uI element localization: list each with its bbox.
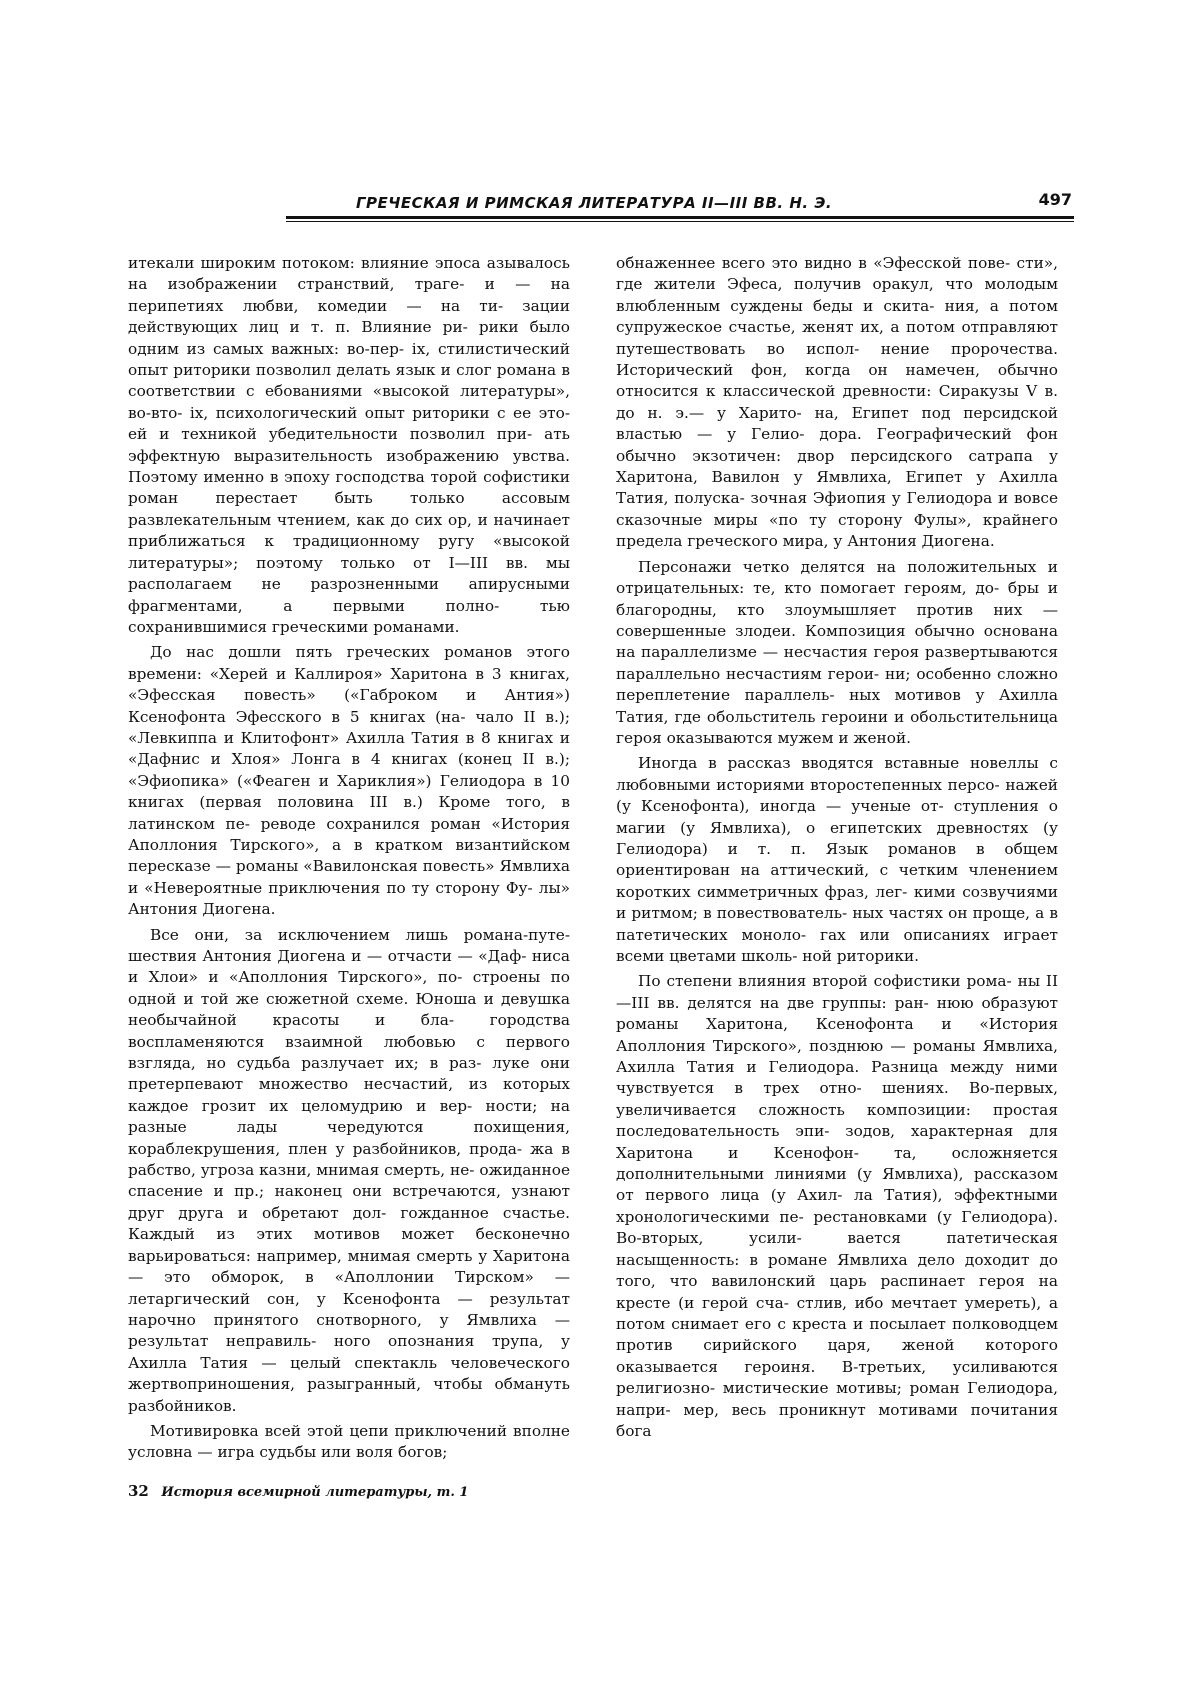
left-column: [128, 253, 570, 1468]
header-rule: [286, 216, 1074, 222]
paragraph: Персонажи четко делятся на положительных и отрицательных: те, кто помогает героям, до- бры и благородны, кто злоумышляет против них — совершенные злодеи. Композиция обычно основана на параллелизме — несчастия героя развертываются параллельно несчастиям герои- ни; особенно сложно переплетение параллель- ных мотивов у Ахилла Татия, где обольститель героини и обольстительница героя оказываются мужем и женой.: [616, 557, 1058, 747]
paragraph: Мотивировка всей этой цепи приключений вполне условна — игра судьбы или воля богов;: [128, 1421, 570, 1462]
book-title: История всемирной литературы, т. 1: [161, 1485, 469, 1500]
right-column: [616, 253, 1058, 1446]
running-title: ГРЕЧЕСКАЯ И РИМСКАЯ ЛИТЕРАТУРА II—III ВВ. Н. Э.: [356, 194, 833, 212]
signature-mark: 32: [128, 1482, 149, 1500]
paragraph: итекали широким потоком: влияние эпоса азывалось на изображении странствий, траге- и — на перипетиях любви, комедии — на ти- зации действующих лиц и т. п. Влияние ри- рики было одним из самых важных: во-пер- іх, стилистический опыт риторики позволил делать язык и слог романа в соответствии с ебованиями «высокой литературы», во-вто- іх, психологический опыт риторики с ее это- ей и техникой убедительности позволил при- ать эффектную выразительность изображению увства. Поэтому именно в эпоху господства торой софистики роман перестает быть только ассовым развлекательным чтением, как до сих ор, и начинает приближаться к традиционному ругу «высокой литературы»; поэтому только от I—III вв. мы располагаем не разрозненными апирусными фрагментами, а первыми полно- тью сохранившимися греческими романами.: [128, 254, 570, 636]
paragraph: Иногда в рассказ вводятся вставные новеллы с любовными историями второстепенных персо- нажей (у Ксенофонта), иногда — ученые от- ступления о магии (у Ямвлиха), о египетских древностях (у Гелиодора) и т. п. Язык романов в общем ориентирован на аттический, с четким членением коротких симметричных фраз, лег- кими созвучиями и ритмом; в повествователь- ных частях он проще, а в патетических моноло- гах или описаниях играет всеми цветами школь- ной риторики.: [616, 754, 1058, 965]
footer: [128, 1482, 468, 1500]
running-header: [138, 186, 1074, 216]
paragraph: Все они, за исключением лишь романа-путе- шествия Антония Диогена и — отчасти — «Даф- ниса и Хлои» и «Аполлония Тирского», по- строены по одной и той же сюжетной схеме. Юноша и девушка необычайной красоты и бла- городства воспламеняются взаимной любовью с первого взгляда, но судьба разлучает их; в раз- луке они претерпевают множество несчастий, из которых каждое грозит их целомудрию и вер- ности; на разные лады чередуются похищения, кораблекрушения, плен у разбойников, прода- жа в рабство, угроза казни, мнимая смерть, не- ожиданное спасение и пр.; наконец они встречаются, узнают друг друга и обретают дол- гожданное счастье. Каждый из этих мотивов может бесконечно варьироваться: например, мнимая смерть у Харитона — это обморок, в «Аполлонии Тирском» — летаргический сон, у Ксенофонта — результат нарочно принятого снотворного, у Ямвлиха — результат неправиль- ного опознания трупа, у Ахилла Татия — целый спектакль человеческого жертвоприношения, разыгранный, чтобы обмануть разбойников.: [128, 925, 570, 1415]
page-number: 497: [1038, 190, 1072, 209]
paragraph: По степени влияния второй софистики рома- ны II—III вв. делятся на две группы: ран- нюю образуют романы Харитона, Ксенофонта и «История Аполлония Тирского», позднюю — романы Ямвлиха, Ахилла Татия и Гелиодора. Разница между ними чувствуется в трех отно- шениях. Во-первых, увеличивается сложность композиции: простая последовательность эпи- зодов, характерная для Харитона и Ксенофон- та, осложняется дополнительными линиями (у Ямвлиха), рассказом от первого лица (у Ахил- ла Татия), эффектными хронологическими пе- рестановками (у Гелиодора). Во-вторых, усили- вается патетическая насыщенность: в романе Ямвлиха дело доходит до того, что вавилонский царь распинает героя на кресте (и герой сча- стлив, ибо мечтает умереть), а потом снимает его с креста и посылает полководцем против сирийского царя, женой которого оказывается героиня. В-третьих, усиливаются религиозно- мистические мотивы; роман Гелиодора, напри- мер, весь проникнут мотивами почитания бога: [616, 972, 1058, 1440]
paragraph: До нас дошли пять греческих романов этого времени: «Херей и Каллироя» Харитона в 3 книгах, «Эфесская повесть» («Габроком и Антия») Ксенофонта Эфесского в 5 книгах (на- чало II в.); «Левкиппа и Клитофонт» Ахилла Татия в 8 книгах и «Дафнис и Хлоя» Лонга в 4 книгах (конец II в.); «Эфиопика» («Феаген и Хариклия») Гелиодора в 10 книгах (первая половина III в.) Кроме того, в латинском пе- реводе сохранился роман «История Аполлония Тирского», а в кратком византийском пересказе — романы «Вавилонская повесть» Ямвлиха и «Невероятные приключения по ту сторону Фу- лы» Антония Диогена.: [128, 643, 570, 919]
paragraph: обнаженнее всего это видно в «Эфесской пове- сти», где жители Эфеса, получив оракул, что молодым влюбленным суждены беды и скита- ния, а потом супружеское счастье, женят их, а потом отправляют путешествовать во испол- нение пророчества. Исторический фон, когда он намечен, обычно относится к классической древности: Сиракузы V в. до н. э.— у Харито- на, Египет под персидской властью — у Гелио- дора. Географический фон обычно экзотичен: двор персидского сатрапа у Харитона, Вавилон у Ямвлиха, Египет у Ахилла Татия, полуска- зочная Эфиопия у Гелиодора и вовсе сказочные миры «по ту сторону Фулы», крайнего предела греческого мира, у Антония Диогена.: [616, 254, 1058, 551]
